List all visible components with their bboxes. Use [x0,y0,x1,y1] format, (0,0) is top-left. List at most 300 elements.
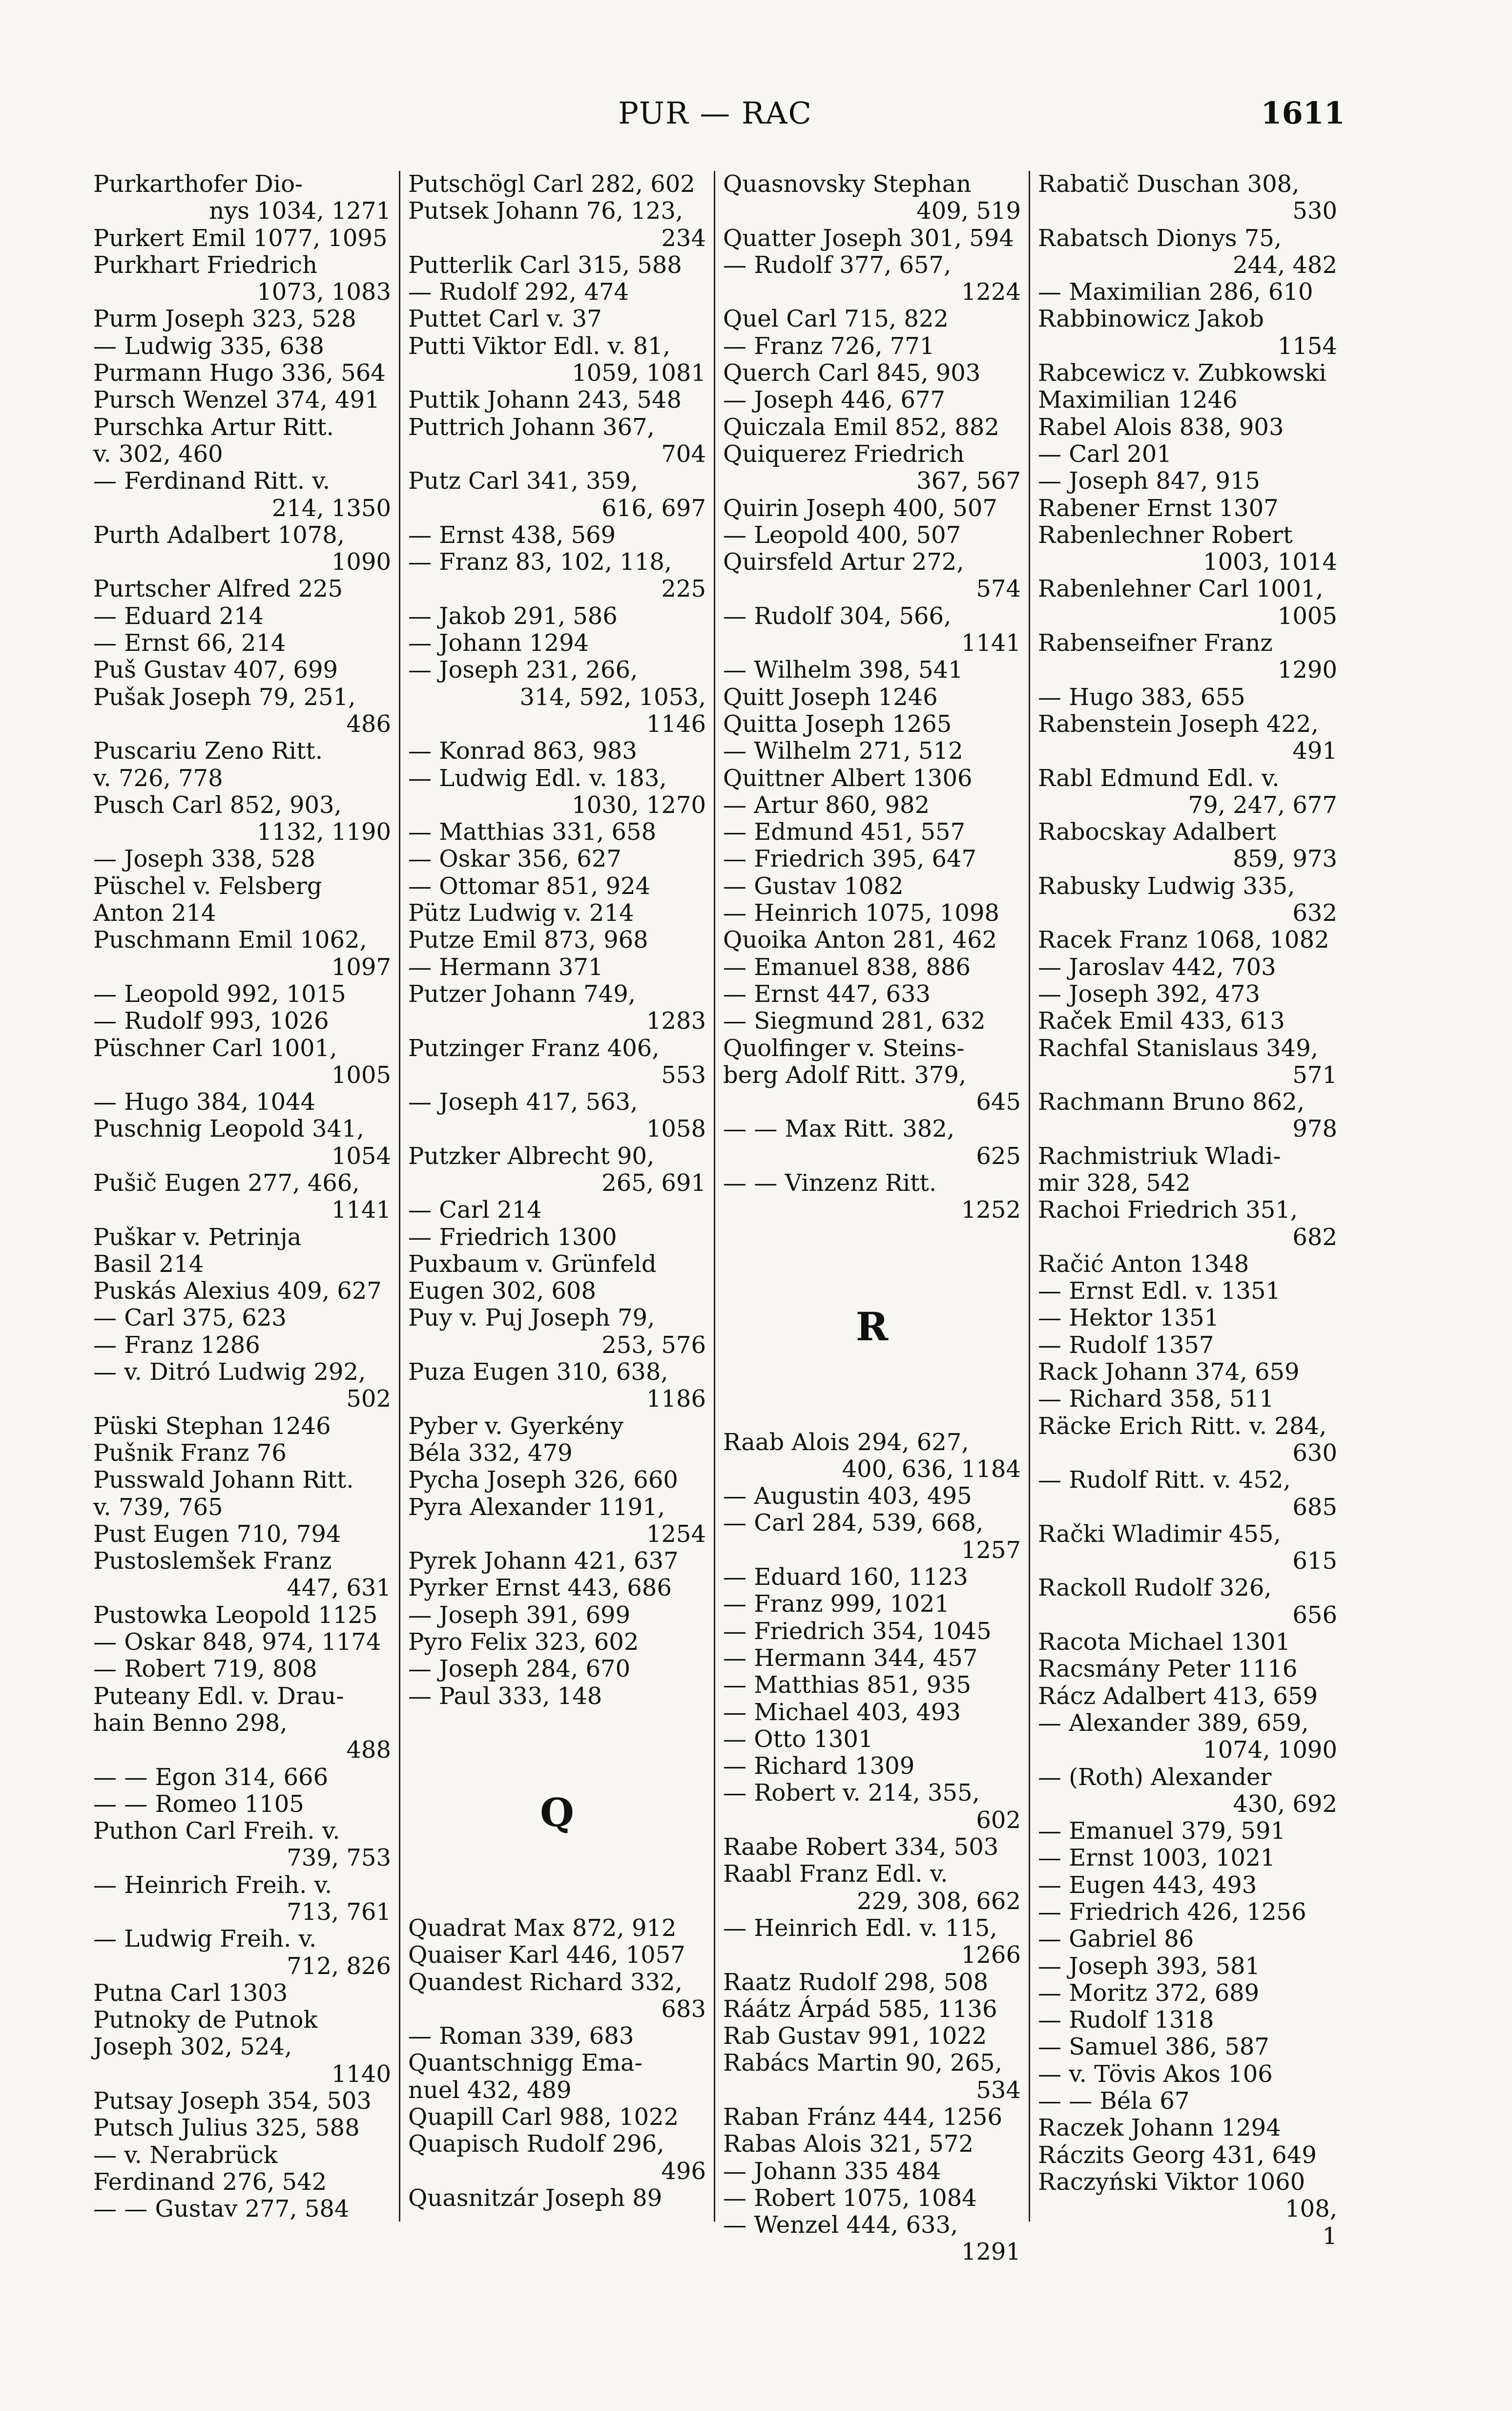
directory-line: 108, [1285,2195,1337,2223]
directory-line: Querch Carl 845, 903 [723,359,981,387]
directory-line: — Ludwig 335, 638 [93,332,324,360]
directory-line: Purm Joseph 323, 528 [93,305,356,333]
directory-line: — Samuel 386, 587 [1038,2033,1269,2061]
directory-line: v. 726, 778 [93,764,223,792]
directory-line: 496 [661,2157,706,2185]
directory-line: — Ernst Edl. v. 1351 [1038,1277,1281,1305]
directory-line: Joseph 302, 524, [93,2033,292,2061]
directory-line: Putsek Johann 76, 123, [408,197,684,225]
directory-line: 1290 [1277,656,1337,684]
directory-line: Quirsfeld Artur 272, [723,548,964,576]
directory-line: Quiczala Emil 852, 882 [723,413,999,441]
directory-columns [85,170,1345,2266]
directory-line: Rabbinowicz Jakob [1038,305,1264,333]
directory-line: Purkhart Friedrich [93,251,318,279]
directory-line: Puza Eugen 310, 638, [408,1358,668,1386]
directory-line: Pyber v. Gyerkény [408,1412,624,1440]
directory-line: 491 [1292,737,1337,765]
directory-line: Puschnig Leopold 341, [93,1115,364,1143]
directory-line: — Oskar 356, 627 [408,845,621,873]
directory-line: 488 [346,1736,391,1764]
directory-line: Quittner Albert 1306 [723,764,973,792]
directory-line: 502 [346,1385,391,1413]
directory-line: 253, 576 [601,1331,706,1359]
directory-line: 214, 1350 [271,494,391,522]
directory-line: Rabl Edmund Edl. v. [1038,764,1280,792]
directory-line: — Rudolf 993, 1026 [93,1007,329,1035]
directory-line: 712, 826 [287,1952,391,1980]
directory-line: — — Gustav 277, 584 [93,2195,350,2223]
directory-line: hain Benno 298, [93,1709,288,1737]
directory-line: Ferdinand 276, 542 [93,2168,327,2196]
directory-line: — Emanuel 838, 886 [723,953,971,981]
directory-line: — Ferdinand Ritt. v. [93,467,331,495]
directory-line: — v. Nerabrück [93,2141,278,2169]
directory-line: 1054 [331,1142,391,1170]
directory-line: — Augustin 403, 495 [723,1482,972,1510]
directory-line: Rabcewicz v. Zubkowski [1038,359,1326,387]
directory-line: Putnoky de Putnok [93,2006,318,2034]
directory-line: Raabl Franz Edl. v. [723,1860,948,1888]
column-2 [400,171,715,2222]
directory-line: Pušak Joseph 79, 251, [93,683,356,711]
directory-line: — Ludwig Freih. v. [93,1925,317,1953]
directory-line: 739, 753 [287,1844,391,1872]
directory-line: Rabenlechner Robert [1038,521,1293,549]
directory-line: Raczek Johann 1294 [1038,2114,1281,2142]
directory-line: Pust Eugen 710, 794 [93,1520,341,1548]
directory-line: — Wilhelm 271, 512 [723,737,963,765]
directory-line: Quiquerez Friedrich [723,440,965,468]
directory-line: Raczyński Viktor 1060 [1038,2168,1305,2196]
directory-line: Pyra Alexander 1191, [408,1493,665,1521]
directory-line: Rácz Adalbert 413, 659 [1038,1682,1318,1710]
directory-line: Quaiser Karl 446, 1057 [408,1941,685,1969]
directory-line: 859, 973 [1233,845,1337,873]
directory-line: 682 [1292,1223,1337,1251]
directory-line: 656 [1292,1601,1337,1629]
directory-line: Puy v. Puj Joseph 79, [408,1304,655,1332]
directory-line: v. 739, 765 [93,1493,223,1521]
directory-line: — Carl 284, 539, 668, [723,1509,984,1537]
directory-line: Putti Viktor Edl. v. 81, [408,332,670,360]
directory-line: 314, 592, 1053, [519,683,706,711]
directory-line: — — Romeo 1105 [93,1790,304,1818]
directory-line: — Ottomar 851, 924 [408,872,651,900]
directory-line: 1030, 1270 [572,791,706,819]
directory-line: Pusch Carl 852, 903, [93,791,342,819]
directory-line: — v. Tövis Akos 106 [1038,2060,1273,2088]
directory-line: — Joseph 338, 528 [93,845,316,873]
directory-line: Račić Anton 1348 [1038,1250,1249,1278]
directory-line: 1266 [961,1941,1021,1969]
directory-line: nuel 432, 489 [408,2076,572,2104]
directory-line: — Carl 201 [1038,440,1172,468]
directory-line: — Wilhelm 398, 541 [723,656,963,684]
directory-line: — Matthias 331, 658 [408,818,657,846]
directory-line: Putterlik Carl 315, 588 [408,251,682,279]
directory-line: — Heinrich 1075, 1098 [723,899,999,927]
directory-line: — Friedrich 354, 1045 [723,1617,992,1645]
directory-line: Putz Carl 341, 359, [408,467,638,495]
directory-line: Rachmann Bruno 862, [1038,1088,1305,1116]
directory-line: — Hermann 371 [408,953,603,981]
directory-line: Basil 214 [93,1250,204,1278]
directory-line: Rabas Alois 321, 572 [723,2130,973,2158]
directory-line: — Jakob 291, 586 [408,602,618,630]
directory-line: Racsmány Peter 1116 [1038,1655,1298,1683]
section-letter: Q [540,1789,574,1835]
directory-line: 1 [1322,2222,1337,2250]
directory-line: — Heinrich Freih. v. [93,1871,332,1899]
directory-line: Rack Johann 374, 659 [1038,1358,1300,1386]
directory-line: — Leopold 400, 507 [723,521,961,549]
directory-line: 530 [1292,197,1337,225]
directory-line: — Robert v. 214, 355, [723,1779,980,1807]
directory-line: Rabusky Ludwig 335, [1038,872,1295,900]
directory-line: — v. Ditró Ludwig 292, [93,1358,366,1386]
directory-line: Rački Wladimir 455, [1038,1520,1281,1548]
directory-line: — Carl 214 [408,1196,542,1224]
directory-line: — Carl 375, 623 [93,1304,287,1332]
directory-line: Räcke Erich Ritt. v. 284, [1038,1412,1327,1440]
page-header [85,95,1345,139]
directory-line: Pycha Joseph 326, 660 [408,1466,678,1494]
directory-line: 625 [976,1142,1021,1170]
directory-line: — Heinrich Edl. v. 115, [723,1914,997,1942]
directory-line: Puttik Johann 243, 548 [408,386,682,414]
directory-line: 632 [1292,899,1337,927]
directory-line: — — Vinzenz Ritt. [723,1169,937,1197]
directory-line: — Oskar 848, 974, 1174 [93,1628,381,1656]
directory-line: Quapisch Rudolf 296, [408,2130,664,2158]
directory-line: Rabel Alois 838, 903 [1038,413,1284,441]
directory-line: Ráczits Georg 431, 649 [1038,2141,1317,2169]
directory-line: 486 [346,710,391,738]
directory-line: 234 [661,224,706,252]
directory-line: — Franz 999, 1021 [723,1590,950,1618]
directory-line: — Joseph 392, 473 [1038,980,1261,1008]
directory-line: 978 [1292,1115,1337,1143]
directory-line: Rabocskay Adalbert [1038,818,1276,846]
directory-line: v. 302, 460 [93,440,223,468]
directory-line: — Richard 358, 511 [1038,1385,1274,1413]
directory-line: — Eduard 160, 1123 [723,1563,968,1591]
directory-line: — Joseph 393, 581 [1038,1952,1261,1980]
directory-line: Purtscher Alfred 225 [93,575,343,603]
directory-line: — Michael 403, 493 [723,1698,961,1726]
directory-line: Quapill Carl 988, 1022 [408,2103,679,2131]
directory-line: — Joseph 847, 915 [1038,467,1261,495]
directory-line: Puthon Carl Freih. v. [93,1817,340,1845]
directory-line: Puxbaum v. Grünfeld [408,1250,657,1278]
directory-line: 1252 [961,1196,1021,1224]
directory-line: 574 [976,575,1021,603]
directory-line: 571 [1292,1061,1337,1089]
directory-line: 616, 697 [601,494,706,522]
directory-line: Purkarthofer Dio- [93,170,303,198]
directory-line: — Rudolf 1318 [1038,2006,1214,2034]
directory-line: — Hugo 383, 655 [1038,683,1245,711]
directory-line: — Rudolf 304, 566, [723,602,952,630]
directory-line: 683 [661,1995,706,2023]
directory-line: — Rudolf 1357 [1038,1331,1214,1359]
directory-line: Pušnik Franz 76 [93,1439,287,1467]
directory-line: — — Béla 67 [1038,2087,1190,2115]
directory-line: — Rudolf 377, 657, [723,251,952,279]
directory-line: Rabatsch Dionys 75, [1038,224,1282,252]
directory-line: — Franz 83, 102, 118, [408,548,672,576]
directory-line: nys 1034, 1271 [209,197,391,225]
directory-line: Quel Carl 715, 822 [723,305,949,333]
directory-line: — Roman 339, 683 [408,2022,634,2050]
directory-line: Rabenlehner Carl 1001, [1038,575,1324,603]
directory-line: 265, 691 [601,1169,706,1197]
directory-line: — Friedrich 395, 647 [723,845,977,873]
directory-line: Béla 332, 479 [408,1439,573,1467]
directory-line: 1003, 1014 [1203,548,1337,576]
directory-line: Raatz Rudolf 298, 508 [723,1968,989,1996]
directory-line: Pustowka Leopold 1125 [93,1601,378,1629]
directory-line: Pursch Wenzel 374, 491 [93,386,380,414]
directory-line: — Leopold 992, 1015 [93,980,346,1008]
page-title: PUR — RAC [618,95,812,131]
directory-line: Putzer Johann 749, [408,980,636,1008]
directory-line: — Jaroslav 442, 703 [1038,953,1276,981]
directory-line: Pyro Felix 323, 602 [408,1628,639,1656]
directory-line: 1254 [646,1520,706,1548]
directory-line: — Moritz 372, 689 [1038,1979,1260,2007]
directory-line: — Friedrich 1300 [408,1223,617,1251]
directory-line: — Joseph 446, 677 [723,386,946,414]
directory-line: — Siegmund 281, 632 [723,1007,986,1035]
directory-line: — — Max Ritt. 382, [723,1115,955,1143]
directory-line: Quatter Joseph 301, 594 [723,224,1014,252]
directory-line: Pustoslemšek Franz [93,1547,332,1575]
directory-line: 1097 [331,953,391,981]
directory-line: berg Adolf Ritt. 379, [723,1061,967,1089]
directory-line: 685 [1292,1493,1337,1521]
directory-line: Rachfal Stanislaus 349, [1038,1034,1318,1062]
directory-line: Pusswald Johann Ritt. [93,1466,354,1494]
directory-line: — (Roth) Alexander [1038,1763,1272,1791]
directory-line: Raabe Robert 334, 503 [723,1833,999,1861]
directory-line: — Franz 726, 771 [723,332,935,360]
directory-line: — Franz 1286 [93,1331,260,1359]
directory-line: Quasnitzár Joseph 89 [408,2184,663,2212]
directory-line: 367, 567 [916,467,1021,495]
directory-line: 1074, 1090 [1203,1736,1337,1764]
directory-line: Rackoll Rudolf 326, [1038,1574,1272,1602]
directory-line: Raban Fránz 444, 1256 [723,2103,1002,2131]
directory-line: mir 328, 542 [1038,1169,1191,1197]
directory-line: Rabenseifner Franz [1038,629,1273,657]
directory-line: Putna Carl 1303 [93,1979,288,2007]
directory-line: Puteany Edl. v. Drau- [93,1682,344,1710]
directory-line: Rabács Martin 90, 265, [723,2049,1002,2077]
directory-line: — Emanuel 379, 591 [1038,1817,1286,1845]
directory-line: — Konrad 863, 983 [408,737,637,765]
section-letter: R [855,1303,889,1350]
directory-line: 1090 [331,548,391,576]
directory-line: — Friedrich 426, 1256 [1038,1898,1306,1926]
directory-line: — Robert 1075, 1084 [723,2184,977,2212]
directory-line: 1186 [646,1385,706,1413]
directory-line: 1154 [1277,332,1337,360]
section-spacer [723,1224,1021,1305]
directory-line: Rachoi Friedrich 351, [1038,1196,1298,1224]
directory-line: 615 [1292,1547,1337,1575]
directory-line: Quasnovsky Stephan [723,170,972,198]
directory-line: — Gustav 1082 [723,872,904,900]
directory-line: 229, 308, 662 [857,1887,1021,1915]
directory-line: Purschka Artur Ritt. [93,413,334,441]
directory-line: 713, 761 [287,1898,391,1926]
column-3 [715,170,1030,2266]
directory-line: — Joseph 231, 266, [408,656,638,684]
directory-line: Pyrker Ernst 443, 686 [408,1574,672,1602]
directory-line: Quantschnigg Ema- [408,2049,642,2077]
directory-line: 1059, 1081 [572,359,706,387]
directory-line: — Ernst 66, 214 [93,629,286,657]
section-spacer [408,1834,706,1915]
directory-line: Putzinger Franz 406, [408,1034,660,1062]
directory-line: Rachmistriuk Wladi- [1038,1142,1281,1170]
directory-line: Rabenstein Joseph 422, [1038,710,1319,738]
directory-line: Racek Franz 1068, 1082 [1038,926,1329,954]
directory-line: — Eduard 214 [93,602,264,630]
directory-line: Quoika Anton 281, 462 [723,926,997,954]
directory-line: 1058 [646,1115,706,1143]
directory-line: — Ernst 438, 569 [408,521,616,549]
directory-line: 602 [976,1806,1021,1834]
directory-line: 1257 [961,1536,1021,1564]
directory-line: — Richard 1309 [723,1752,915,1780]
directory-line: Ráátz Árpád 585, 1136 [723,1995,997,2023]
directory-line: 225 [661,575,706,603]
directory-line: 430, 692 [1233,1790,1337,1818]
directory-line: Puš Gustav 407, 699 [93,656,338,684]
directory-line: — Joseph 391, 699 [408,1601,631,1629]
directory-line: Raab Alois 294, 627, [723,1428,969,1456]
directory-line: Quitta Joseph 1265 [723,710,952,738]
directory-line: Purmann Hugo 336, 564 [93,359,386,387]
directory-line: — Joseph 284, 670 [408,1655,631,1683]
directory-line: Putsch Julius 325, 588 [93,2114,360,2142]
directory-line: Quolfinger v. Steins- [723,1034,965,1062]
directory-line: Püschel v. Felsberg [93,872,322,900]
directory-line: Putsay Joseph 354, 503 [93,2087,372,2115]
directory-line: — Eugen 443, 493 [1038,1871,1257,1899]
directory-line: 645 [976,1088,1021,1116]
directory-line: Rab Gustav 991, 1022 [723,2022,987,2050]
directory-line: Putze Emil 873, 968 [408,926,648,954]
column-1 [85,171,400,2222]
directory-line: Püski Stephan 1246 [93,1412,331,1440]
directory-line: Quitt Joseph 1246 [723,683,938,711]
directory-line: Pütz Ludwig v. 214 [408,899,634,927]
directory-line: — Hermann 344, 457 [723,1644,978,1672]
directory-line: 409, 519 [916,197,1021,225]
directory-line: — Edmund 451, 557 [723,818,966,846]
directory-line: Racota Michael 1301 [1038,1628,1290,1656]
directory-line: — Hektor 1351 [1038,1304,1220,1332]
directory-line: Quadrat Max 872, 912 [408,1914,677,1942]
directory-line: — Johann 1294 [408,629,589,657]
column-4 [1030,170,1345,2250]
directory-line: 1073, 1083 [257,278,391,306]
directory-line: 553 [661,1061,706,1089]
directory-line: 534 [976,2076,1021,2104]
directory-line: Puttet Carl v. 37 [408,305,602,333]
directory-line: Quirin Joseph 400, 507 [723,494,997,522]
directory-line: Anton 214 [93,899,216,927]
directory-line: — Johann 335 484 [723,2157,941,2185]
directory-line: 1005 [1277,602,1337,630]
directory-line: — Alexander 389, 659, [1038,1709,1309,1737]
directory-line: — Artur 860, 982 [723,791,930,819]
directory-line: Puschmann Emil 1062, [93,926,367,954]
directory-line: 1141 [331,1196,391,1224]
directory-line: Purth Adalbert 1078, [93,521,345,549]
directory-line: Pyrek Johann 421, 637 [408,1547,679,1575]
directory-line: 630 [1292,1439,1337,1467]
directory-line: — Ludwig Edl. v. 183, [408,764,667,792]
section-spacer [408,1710,706,1790]
directory-line: — Otto 1301 [723,1725,873,1753]
directory-line: 1132, 1190 [257,818,391,846]
directory-line: — Ernst 1003, 1021 [1038,1844,1276,1872]
directory-line: — Paul 333, 148 [408,1682,602,1710]
directory-line: Pušič Eugen 277, 466, [93,1169,360,1197]
directory-line: 1291 [961,2238,1021,2266]
directory-line: 244, 482 [1233,251,1337,279]
directory-line: Purkert Emil 1077, 1095 [93,224,388,252]
directory-line: 1283 [646,1007,706,1035]
directory-line: Rabatič Duschan 308, [1038,170,1300,198]
directory-line: Maximilian 1246 [1038,386,1238,414]
directory-line: Raček Emil 433, 613 [1038,1007,1285,1035]
directory-line: — Wenzel 444, 633, [723,2211,958,2239]
directory-line: — Hugo 384, 1044 [93,1088,316,1116]
directory-line: Puscariu Zeno Ritt. [93,737,323,765]
directory-line: Eugen 302, 608 [408,1277,597,1305]
directory-line: — Rudolf 292, 474 [408,278,629,306]
directory-line: 1146 [646,710,706,738]
directory-line: — Gabriel 86 [1038,1925,1194,1953]
directory-line: Puttrich Johann 367, [408,413,655,441]
directory-line: Puskás Alexius 409, 627 [93,1277,382,1305]
directory-line: — — Egon 314, 666 [93,1763,329,1791]
directory-line: Püschner Carl 1001, [93,1034,337,1062]
directory-line: — Maximilian 286, 610 [1038,278,1313,306]
directory-line: — Ernst 447, 633 [723,980,931,1008]
section-spacer [723,1349,1021,1429]
directory-line: 704 [661,440,706,468]
directory-line: 400, 636, 1184 [842,1455,1021,1483]
directory-line: — Joseph 417, 563, [408,1088,638,1116]
directory-line: Rabener Ernst 1307 [1038,494,1279,522]
directory-line: Puškar v. Petrinja [93,1223,302,1251]
directory-line: — Robert 719, 808 [93,1655,317,1683]
page-number: 1611 [1261,95,1345,131]
directory-line: 1224 [961,278,1021,306]
directory-line: Putschögl Carl 282, 602 [408,170,695,198]
directory-line: — Rudolf Ritt. v. 452, [1038,1466,1291,1494]
directory-line: 1141 [961,629,1021,657]
directory-line: Putzker Albrecht 90, [408,1142,655,1170]
directory-line: — Matthias 851, 935 [723,1671,972,1699]
